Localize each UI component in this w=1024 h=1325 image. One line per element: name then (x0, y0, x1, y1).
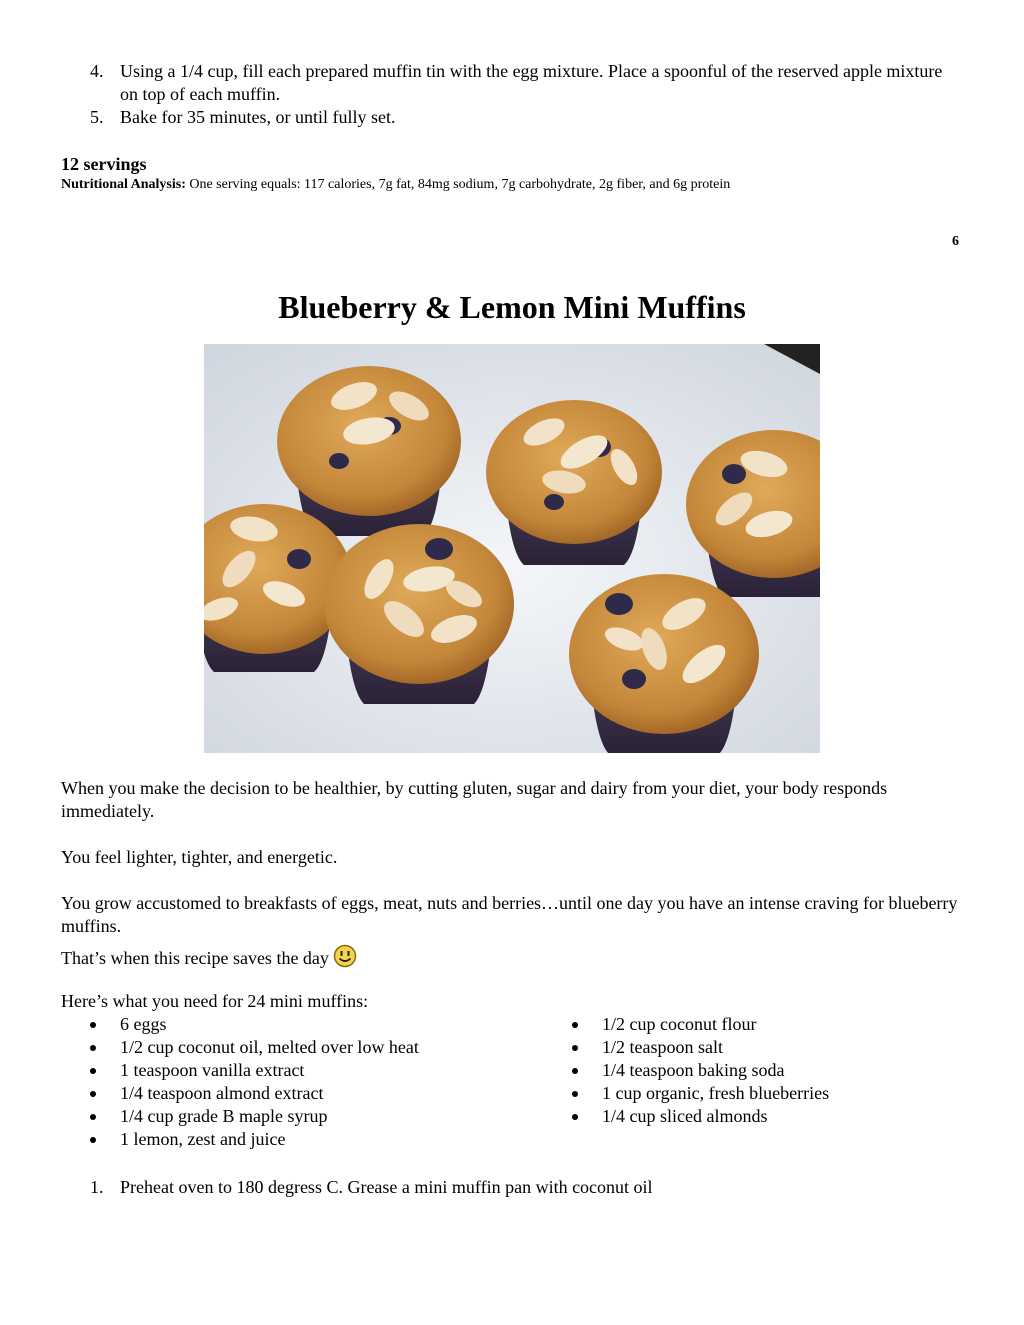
intro-paragraph-3: You grow accustomed to breakfasts of eggs, meat, nuts and berries…until one day you have an intense craving for blueberry muffins. (61, 893, 958, 936)
muffins-photo (204, 344, 820, 753)
step-number: 4. (90, 61, 104, 81)
list-item (90, 106, 960, 129)
intro-paragraph-4 (61, 944, 961, 974)
intro-paragraph-2: You feel lighter, tighter, and energetic. (61, 847, 338, 867)
list-item: 1/2 teaspoon salt (572, 1036, 829, 1059)
step-text: Using a 1/4 cup, fill each prepared muffin tin with the egg mixture. Place a spoonful of the reserved apple mixture on top of each muffin. (120, 61, 943, 104)
step-text: Bake for 35 minutes, or until fully set. (120, 107, 396, 127)
muffins-illustration (204, 344, 820, 753)
ingredients-list-right (572, 1013, 829, 1128)
list-item: 1 teaspoon vanilla extract (90, 1059, 419, 1082)
intro-paragraph-4-text: That’s when this recipe saves the day (61, 948, 329, 968)
servings-label: 12 servings (61, 154, 147, 174)
ingredients-list-left (90, 1013, 419, 1151)
list-item: 1/4 teaspoon almond extract (90, 1082, 419, 1105)
step-number: 5. (90, 107, 104, 127)
list-item: 1/4 cup sliced almonds (572, 1105, 829, 1128)
page-number: 6 (952, 234, 959, 249)
method-steps-list (90, 1176, 653, 1199)
step-text: Preheat oven to 180 degress C. Grease a mini muffin pan with coconut oil (120, 1177, 653, 1197)
list-item: 1/2 cup coconut flour (572, 1013, 829, 1036)
nutrition-label: Nutritional Analysis: (61, 177, 186, 192)
nutrition-text: One serving equals: 117 calories, 7g fat, 84mg sodium, 7g carbohydrate, 2g fiber, and 6g protein (185, 177, 731, 192)
list-item: 1/4 teaspoon baking soda (572, 1059, 829, 1082)
smiley-icon (333, 944, 357, 974)
list-item: 1 lemon, zest and juice (90, 1128, 419, 1151)
intro-paragraph-1: When you make the decision to be healthier, by cutting gluten, sugar and dairy from your diet, your body responds immediately. (61, 778, 888, 821)
list-item: 1/4 cup grade B maple syrup (90, 1105, 419, 1128)
list-item: 1 cup organic, fresh blueberries (572, 1082, 829, 1105)
step-number: 1. (90, 1177, 104, 1197)
previous-steps-list (90, 60, 960, 129)
ingredients-heading: Here’s what you need for 24 mini muffins: (61, 991, 369, 1011)
nutrition-analysis (61, 176, 730, 194)
recipe-title: Blueberry & Lemon Mini Muffins (278, 289, 746, 325)
list-item: 6 eggs (90, 1013, 419, 1036)
list-item: 1/2 cup coconut oil, melted over low heat (90, 1036, 419, 1059)
list-item (90, 1176, 653, 1199)
list-item (90, 60, 960, 106)
